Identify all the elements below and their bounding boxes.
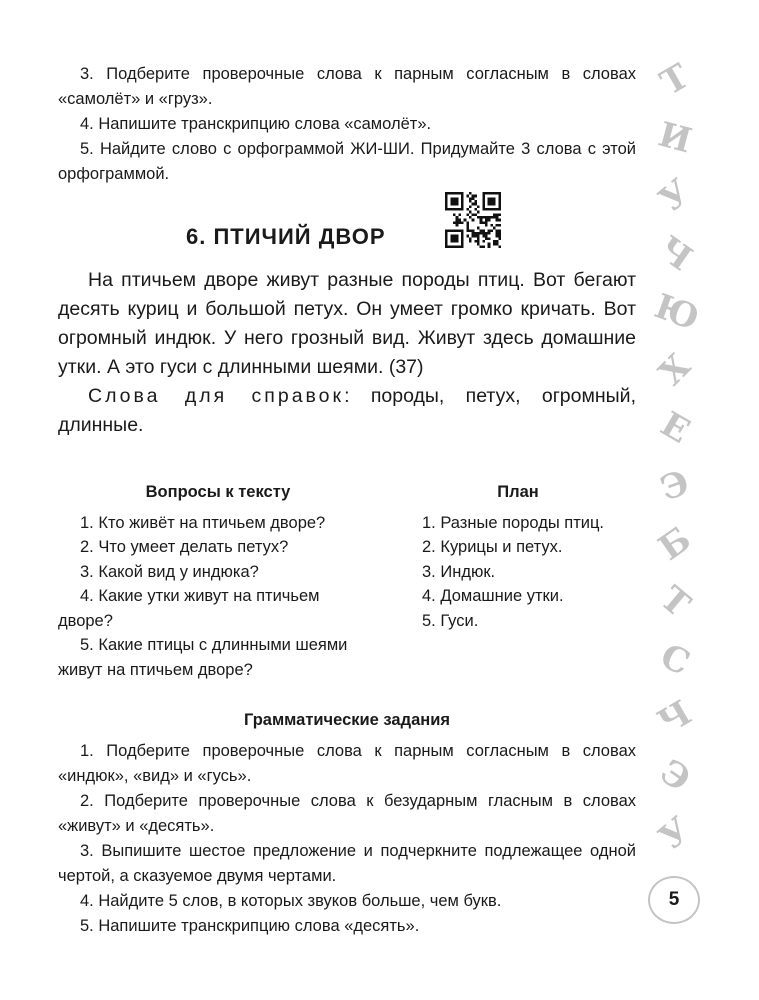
task: 4. Напишите транскрипцию слова «самолёт». [80, 115, 432, 133]
decor-letter: Х [651, 346, 699, 394]
grammar-task: 4. Найдите 5 слов, в которых звуков больше, чем букв. [80, 892, 502, 910]
grammar-task: 1. Подберите проверочные слова к парным согласным в словах «индюк», «вид» и «гусь». [58, 742, 636, 785]
decor-letter: Т [654, 56, 696, 104]
plan-item: 4. Домашние утки. [422, 587, 564, 605]
plan-item: 5. Гуси. [422, 611, 479, 630]
section-title: 6. ПТИЧИЙ ДВОР [186, 224, 386, 249]
story-text: На птичьем дворе живут разные породы птиц. Вот бегают десять куриц и большой петух. Он умеет громко кричать. Вот огромный индюк. У него грозный вид. Живут здесь домашние утки. А это гуси с длинными шеями. (37) [58, 269, 636, 378]
task: 5. Найдите слово с орфограммой ЖИ-ШИ. Придумайте 3 слова с этой орфограммой. [58, 140, 636, 183]
grammar-heading: Грамматические задания [243, 711, 450, 729]
question: 1. Кто живёт на птичьем дворе? [80, 513, 326, 532]
question: 5. Какие птицы с длинными шеями живут на птичьем дворе? [58, 636, 348, 679]
decor-letter: У [651, 809, 699, 859]
task: 3. Подберите проверочные слова к парным согласным в словах «самолёт» и «груз». [58, 65, 636, 108]
qr-code-icon [445, 192, 501, 248]
decor-letter: Ю [649, 286, 705, 339]
question: 4. Какие утки живут на птичьем дворе? [58, 587, 320, 630]
decor-letter: Ч [651, 692, 699, 744]
plan-item: 1. Разные породы птиц. [422, 513, 605, 532]
decor-letter: Э [655, 462, 695, 510]
decor-letter: И [654, 114, 696, 162]
plan-item: 2. Курицы и петух. [422, 538, 563, 556]
reference-label: Слова для справок [88, 385, 345, 407]
grammar-task: 5. Напишите транскрипцию слова «десять». [80, 917, 420, 935]
decor-letter: Б [651, 519, 699, 569]
main-text [58, 266, 636, 440]
grammar-tasks [58, 708, 636, 939]
reference-list: : породы, петух, огромный, длинные. [58, 385, 636, 436]
top-tasks [58, 62, 636, 187]
grammar-task: 3. Выпишите шестое предложение и подчеркните подлежащее одной чертой, а сказуемое двумя чертами. [58, 842, 636, 885]
plan-column [400, 480, 636, 633]
question: 2. Что умеет делать петух? [80, 538, 289, 556]
grammar-task: 2. Подберите проверочные слова к безударным гласным в словах «живут» и «десять». [58, 792, 636, 835]
questions-heading: Вопросы к тексту [145, 483, 291, 501]
question: 3. Какой вид у индюка? [80, 562, 259, 581]
decor-letter: Ч [650, 228, 700, 280]
questions-column [58, 480, 388, 682]
decor-letter: Э [652, 751, 698, 801]
decor-letter: У [651, 171, 699, 221]
page-number: 5 [648, 876, 700, 924]
plan-item: 3. Индюк. [422, 562, 496, 581]
decor-letter: Т [652, 578, 698, 626]
decor-letter: С [654, 636, 696, 684]
decor-letter: Е [653, 404, 697, 452]
reference-words [58, 382, 636, 440]
plan-heading: План [497, 483, 539, 501]
